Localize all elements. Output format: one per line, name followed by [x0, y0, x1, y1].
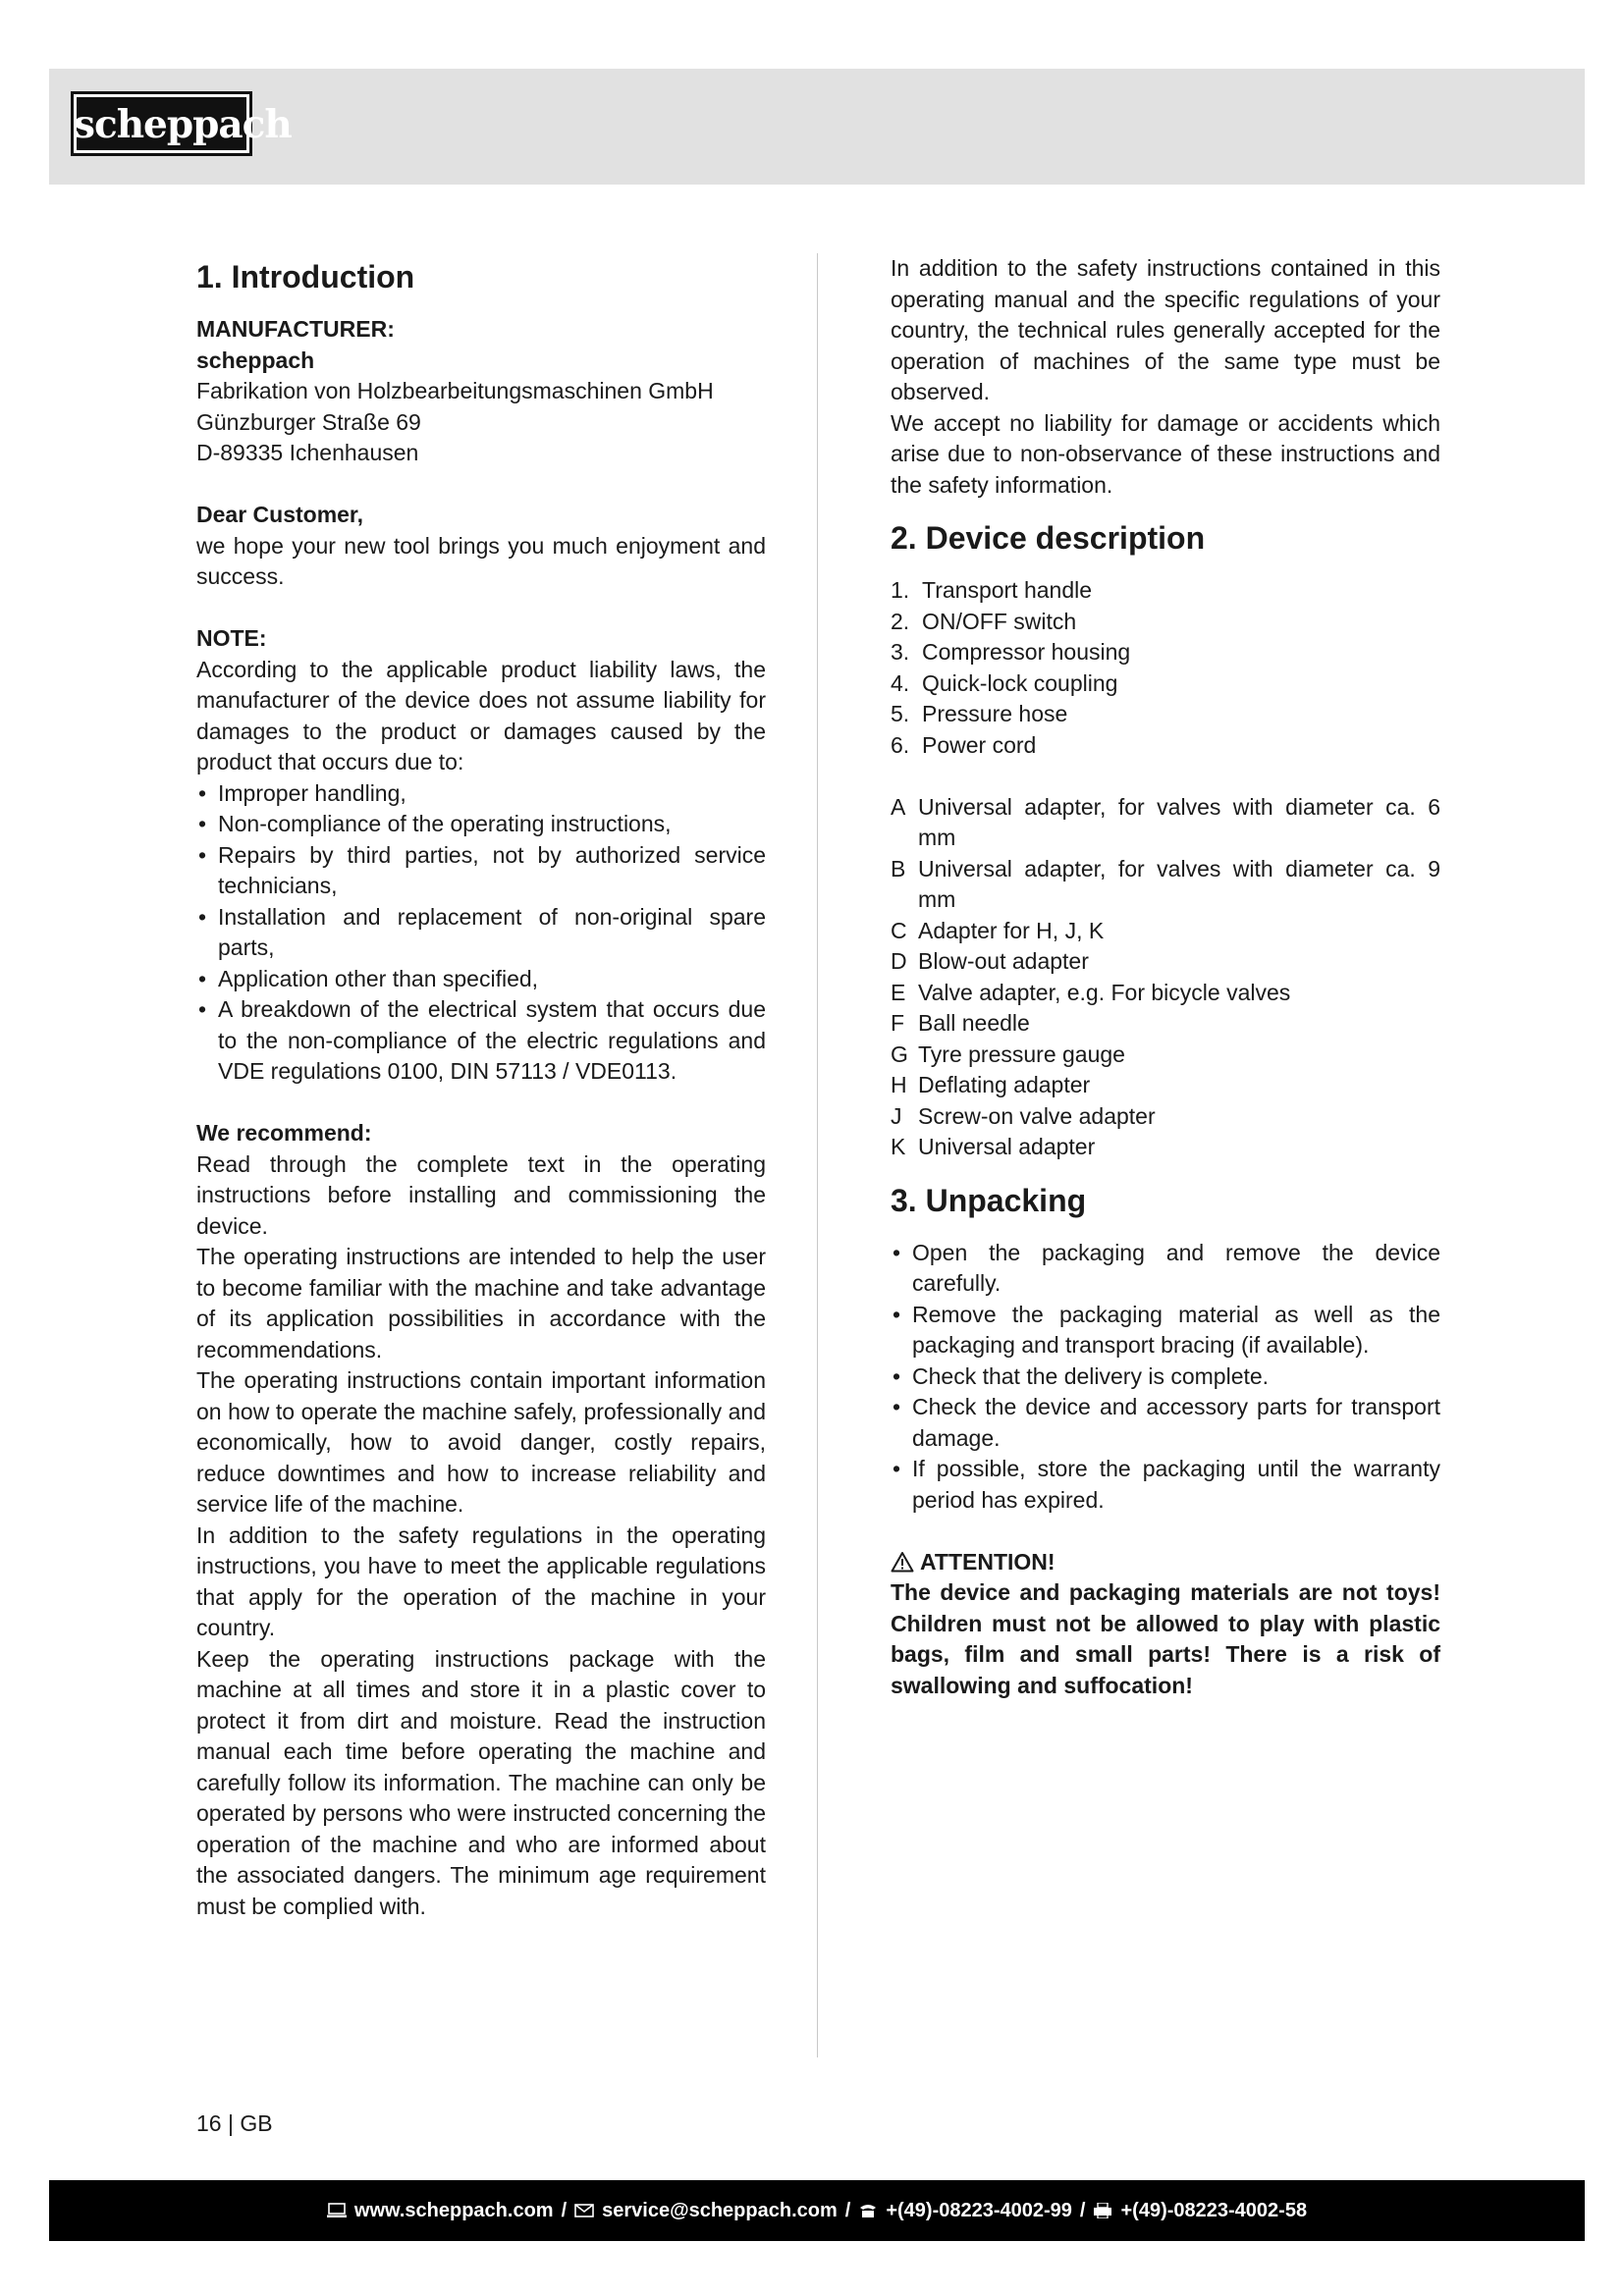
list-item: • Non-compliance of the operating instructions,	[196, 809, 766, 840]
left-column	[196, 253, 766, 1922]
address-line: Günzburger Straße 69	[196, 408, 421, 435]
recommend-paragraph: The operating instructions contain important information on how to operate the machine safely, professionally and economically, how to avoid danger, costly repairs, reduce downtimes and how to increase reliability and service life of the machine.	[196, 1367, 766, 1517]
list-item: • Improper handling,	[196, 778, 766, 810]
list-item: D Blow-out adapter	[891, 948, 1089, 974]
recommend-paragraph: Read through the complete text in the operating instructions before installing and commissioning the device.	[196, 1150, 766, 1239]
list-item: • Open the packaging and remove the device carefully.	[891, 1238, 1440, 1300]
right-column	[891, 253, 1440, 1701]
list-item: B Universal adapter, for valves with diameter ca. 9 mm	[891, 855, 1440, 912]
phone-icon	[858, 2203, 878, 2218]
footer-band	[49, 2180, 1585, 2241]
accessory-list	[891, 792, 1440, 1163]
note-text: According to the applicable product liability laws, the manufacturer of the device does not assume liability for damages to the product or damages caused by the product that occurs due to:	[196, 656, 766, 774]
footer-fax[interactable]: +(49)-08223-4002-58	[1120, 2199, 1308, 2221]
note-label: NOTE:	[196, 625, 267, 651]
scheppach-logo: scheppach	[71, 91, 252, 156]
dear-customer-text: we hope your new tool brings you much enjoyment and success.	[196, 532, 766, 589]
recommend-paragraph: In addition to the safety regulations in the operating instructions, you have to meet the applicable regulations that apply for the operation of the machine in your country.	[196, 1522, 766, 1640]
list-item: • Installation and replacement of non-original spare parts,	[196, 902, 766, 964]
list-item: 5. Pressure hose	[891, 701, 1068, 726]
safety-paragraph: In addition to the safety instructions contained in this operating manual and the specific regulations of your country, the technical rules generally accepted for the operation of machines of the same type must be observed.	[891, 255, 1440, 404]
list-item: • Repairs by third parties, not by authorized service technicians,	[196, 840, 766, 902]
list-item: C Adapter for H, J, K	[891, 917, 1105, 943]
recommend-paragraph: The operating instructions are intended to help the user to become familiar with the machine and take advantage of its application possibilities in accordance with the recommendations.	[196, 1244, 766, 1362]
list-item: K Universal adapter	[891, 1134, 1096, 1159]
dear-customer-label: Dear Customer,	[196, 502, 364, 527]
list-item: 6. Power cord	[891, 731, 1037, 758]
list-item: A Universal adapter, for valves with diameter ca. 6 mm	[891, 793, 1440, 850]
address-line: Fabrikation von Holzbearbeitungsmaschinen GmbH	[196, 378, 714, 403]
list-item: J Screw-on valve adapter	[891, 1102, 1156, 1129]
list-item: • If possible, store the packaging until the warranty period has expired.	[891, 1454, 1440, 1516]
footer-separator: /	[1079, 2199, 1086, 2221]
column-divider	[817, 253, 818, 2057]
address-line: D-89335 Ichenhausen	[196, 440, 419, 465]
note-bullet-list	[196, 778, 766, 1088]
footer-separator: /	[561, 2199, 568, 2221]
list-item: • A breakdown of the electrical system that occurs due to the non-compliance of the electric regulations and VDE regulations 0100, DIN 57113 / VDE0113.	[196, 994, 766, 1088]
unpacking-heading: 3. Unpacking	[891, 1182, 1087, 1218]
device-description-heading: 2. Device description	[891, 520, 1206, 556]
list-item: 4. Quick-lock coupling	[891, 669, 1118, 696]
device-parts-list	[891, 575, 1440, 761]
manufacturer-label: MANUFACTURER:	[196, 316, 395, 342]
computer-icon	[327, 2203, 347, 2218]
intro-heading: 1. Introduction	[196, 259, 415, 294]
list-item: E Valve adapter, e.g. For bicycle valves	[891, 979, 1291, 1005]
recommend-label: We recommend:	[196, 1120, 372, 1146]
list-item: H Deflating adapter	[891, 1072, 1091, 1097]
page-number: 16 | GB	[196, 2110, 273, 2136]
attention-text: The device and packaging materials are not toys! Children must not be allowed to play with plastic bags, film and small parts! There is a risk of swallowing and suffocation!	[891, 1579, 1440, 1698]
list-item: • Check that the delivery is complete.	[891, 1362, 1440, 1393]
footer-separator: /	[844, 2199, 851, 2221]
recommend-paragraph: Keep the operating instructions package with the machine at all times and store it in a plastic cover to protect it from dirt and moisture. Read the instruction manual each time before operating the machine and carefully follow its information. The machine can only be operated by persons who were instructed concerning the operation of the machine and who are informed about the associated dangers. The minimum age requirement must be complied with.	[196, 1645, 766, 1919]
attention-label: ATTENTION!	[920, 1548, 1056, 1575]
list-item: G Tyre pressure gauge	[891, 1041, 1125, 1067]
list-item: F Ball needle	[891, 1010, 1030, 1036]
list-item: • Application other than specified,	[196, 964, 766, 995]
unpacking-bullet-list	[891, 1238, 1440, 1517]
list-item: 3. Compressor housing	[891, 639, 1131, 665]
list-item: • Remove the packaging material as well as the packaging and transport bracing (if available).	[891, 1300, 1440, 1362]
mail-icon	[574, 2203, 594, 2218]
list-item: • Check the device and accessory parts for transport damage.	[891, 1392, 1440, 1454]
footer-email[interactable]: service@scheppach.com	[602, 2199, 838, 2221]
footer-phone[interactable]: +(49)-08223-4002-99	[886, 2199, 1072, 2221]
warning-triangle-icon	[891, 1551, 914, 1573]
list-item: 2. ON/OFF switch	[891, 608, 1077, 634]
fax-icon	[1093, 2203, 1112, 2218]
attention-heading	[891, 1547, 1440, 1578]
footer-website[interactable]: www.scheppach.com	[353, 2199, 554, 2221]
list-item: 1. Transport handle	[891, 577, 1093, 603]
safety-paragraph: We accept no liability for damage or accidents which arise due to non-observance of these instructions and the safety information.	[891, 409, 1440, 498]
manufacturer-name: scheppach	[196, 347, 315, 373]
